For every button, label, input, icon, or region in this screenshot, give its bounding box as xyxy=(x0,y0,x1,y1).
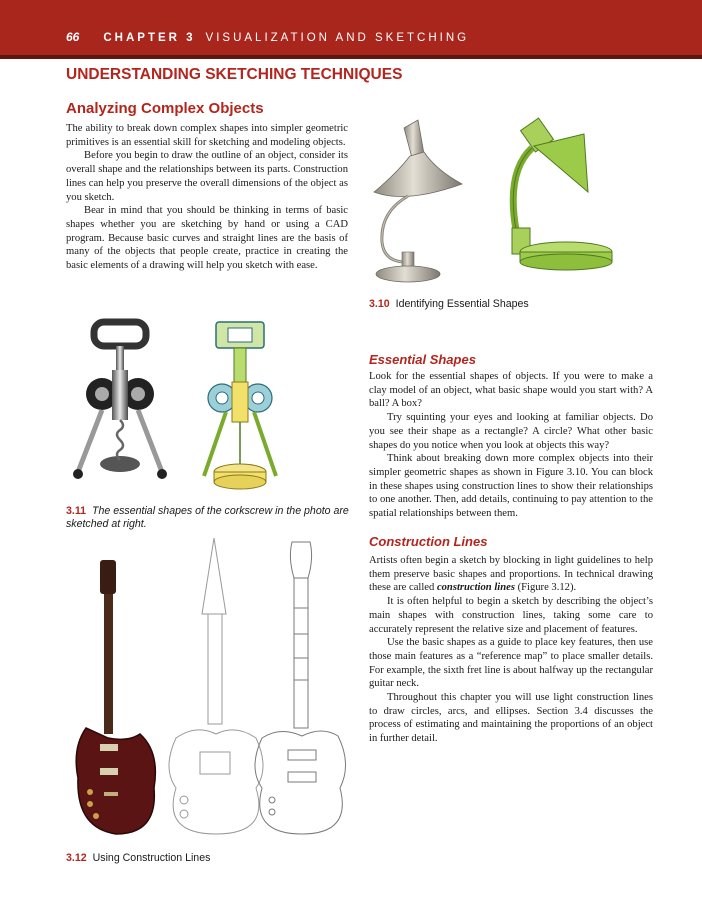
figure-3-11-corkscrew xyxy=(66,314,356,504)
term-construction-lines: construction lines xyxy=(436,582,515,594)
analyzing-body xyxy=(66,122,348,273)
guitar-photo xyxy=(76,560,155,834)
text-run: Artists often begin a sketch by blocking in light guidelines to help them preserve basic shapes and proportions. In technical drawing these are called xyxy=(369,555,653,594)
figure-3-10-lamps xyxy=(366,112,656,292)
caption-text: Identifying Essential Shapes xyxy=(395,298,529,310)
guitar-detailed-sketch xyxy=(255,542,346,834)
text-run: (Figure 3.12). xyxy=(514,582,577,594)
running-header xyxy=(66,30,469,44)
essential-body xyxy=(369,370,653,521)
heading-analyzing: Analyzing Complex Objects xyxy=(66,100,264,117)
caption-3-11 xyxy=(66,505,356,531)
paragraph: The ability to break down complex shapes into simpler geometric primitives is an essential skill for sketching and modeling objects. xyxy=(66,123,348,148)
heading-essential-shapes: Essential Shapes xyxy=(369,352,476,367)
paragraph: Use the basic shapes as a guide to place key features, then use those main features as a “reference map” to place smaller details. For example, the sixth fret line is about halfway up the rectangular guitar neck. xyxy=(369,637,653,690)
paragraph: It is often helpful to begin a sketch by describing the object’s main shapes with construction lines, taking some care to accurately represent the relative size and placement of features. xyxy=(369,596,653,635)
paragraph xyxy=(369,554,653,595)
paragraph: Try squinting your eyes and looking at familiar objects. Do you see their shape as a rectangle? A circle? What other basic shapes do you notice when you look at objects this way? xyxy=(369,412,653,451)
paragraph: Look for the essential shapes of objects. If you were to make a clay model of an object, what basic shape would you start with? A ball? A box? xyxy=(369,371,653,410)
caption-text: Using Construction Lines xyxy=(92,852,211,864)
lamp-photo xyxy=(374,120,462,282)
figure-3-12-guitars xyxy=(66,538,356,838)
caption-3-12 xyxy=(66,852,210,865)
figure-number: 3.11 xyxy=(66,505,87,517)
chapter-label: CHAPTER 3 xyxy=(103,32,196,44)
section-title: UNDERSTANDING SKETCHING TECHNIQUES xyxy=(66,66,403,83)
corkscrew-sketch xyxy=(204,322,276,489)
heading-construction-lines: Construction Lines xyxy=(369,534,488,549)
paragraph: Before you begin to draw the outline of an object, consider its overall shape and the relationships between its parts. Construction lines can help you preserve the overall dimensions of the object as you sketch. xyxy=(66,150,348,203)
corkscrew-photo xyxy=(73,322,167,479)
paragraph: Throughout this chapter you will use light construction lines to draw circles, arcs, and ellipses. Section 3.4 discusses the process of estimating and maintaining the proportions of an object in further detail. xyxy=(369,692,653,745)
caption-text: The essential shapes of the corkscrew in the photo are sketched at right. xyxy=(66,505,349,530)
construction-body xyxy=(369,554,653,746)
paragraph: Think about breaking down more complex objects into their simpler geometric shapes as shown in Figure 3.10. You can block in these shapes using construction lines to show their relationships to one another. Then, add details, continuing to pay attention to the spatial relationships between them. xyxy=(369,453,653,520)
lamp-sketch xyxy=(512,118,612,270)
page-number: 66 xyxy=(66,30,80,44)
caption-3-10 xyxy=(369,298,529,311)
chapter-title: VISUALIZATION AND SKETCHING xyxy=(205,32,470,44)
paragraph: Bear in mind that you should be thinking in terms of basic shapes whether you are sketching by hand or using a CAD program. Because basic curves and straight lines are the basis of many of the objects that people create, practice in creating the basic elements of a drawing will help you sketch with ease. xyxy=(66,205,348,272)
guitar-construction-sketch xyxy=(169,538,263,834)
figure-number: 3.10 xyxy=(369,298,390,310)
figure-number: 3.12 xyxy=(66,852,87,864)
